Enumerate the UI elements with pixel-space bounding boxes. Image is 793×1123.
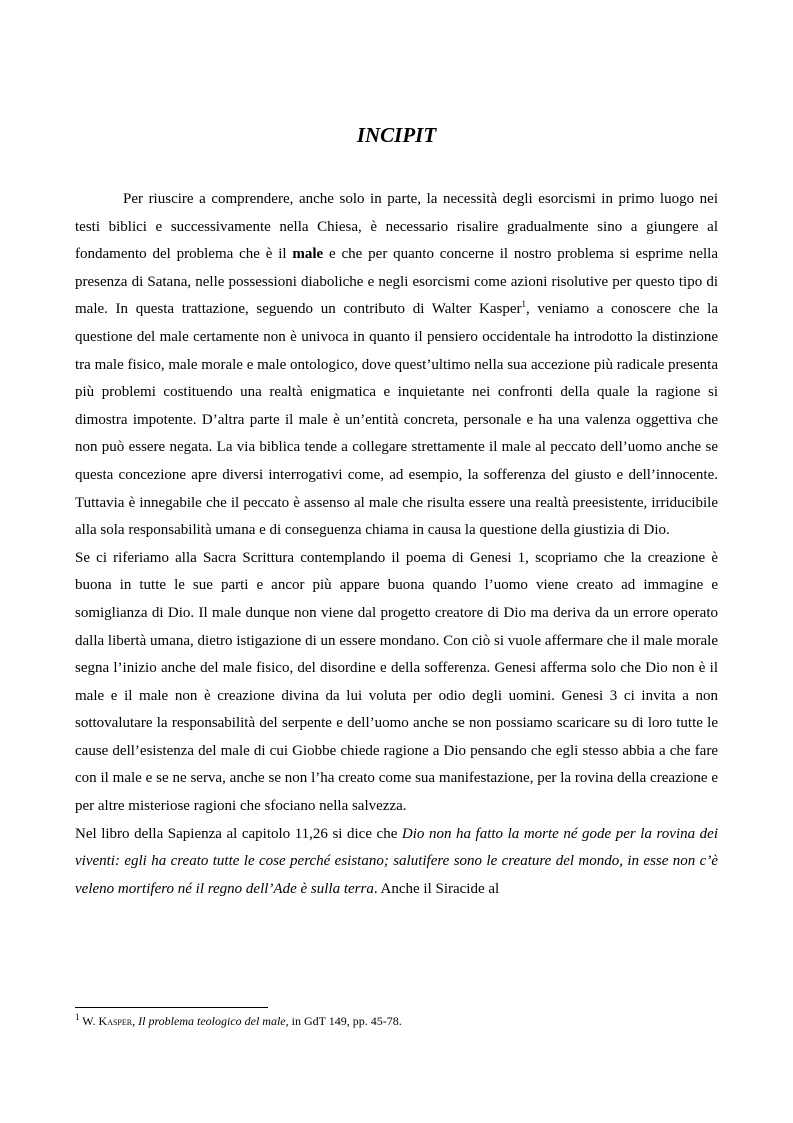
footnote-divider bbox=[75, 1007, 268, 1008]
quote-italic: Dio non ha fatto la morte né gode per la rovina dei viventi: egli ha creato tutte le cose perché esistano; salutifere sono le creature del mondo, in esse non c’è veleno mortifero né il regno dell’Ade è sulla terra bbox=[75, 825, 719, 897]
footnote-ref[interactable]: 1 bbox=[521, 299, 527, 310]
body-text bbox=[75, 186, 718, 903]
footnote-number: 1 bbox=[75, 1012, 80, 1022]
footnote: $^1$ W. Kasper, Il problema teologico del male, in GdT 149, pp. 45-78. bbox=[75, 1012, 402, 1028]
bold-term: male bbox=[292, 246, 324, 263]
paragraph-3: Nel libro della Sapienza al capitolo 11,26 si dice che Dio non ha fatto la morte né gode per la rovina dei viventi: egli ha creato tutte le cose perché esistano; salutifere sono le creature del mondo, in esse non c’è veleno mortifero né il regno dell’Ade è sulla terra. Anche il Siracide al bbox=[75, 825, 719, 897]
footnote-author: Kasper bbox=[98, 1014, 133, 1028]
footnote-title: Il problema teologico del male, bbox=[138, 1014, 289, 1028]
paragraph-1: Per riuscire a comprendere, anche solo in parte, la necessità degli esorcismi in primo luogo nei testi biblici e successivamente nella Chiesa, è necessario risalire gradualmente sino a giungere al fondamento del problema che è il male e che per quanto concerne il nostro problema si esprime nella presenza di Satana, nelle possessioni diaboliche e negli esorcismi come azioni risolutive per questo tipo di male. In questa trattazione, seguendo un contributo di Walter Kasper$^1$, veniamo a conoscere che la questione del male certamente non è univoca in quanto il pensiero occidentale ha introdotto la distinzione tra male fisico, male morale e male ontologico, dove quest’ultimo nella sua accezione più radicale presenta più problemi costituendo una realtà enigmatica e inquietante nei confronti della quale la ragione si dimostra impotente. D’altra parte il male è un’entità concreta, personale e ha una valenza oggettiva che non può essere negata. La via biblica tende a collegare strettamente il male al peccato dell’uomo anche se questa concezione apre diversi interrogativi come, ad esempio, la sofferenza del giusto e dell’innocente. Tuttavia è innegabile che il peccato è assenso al male che risulta essere una realtà preesistente, irriducibile alla sola responsabilità umana e di conseguenza chiama in causa la questione della giustizia di Dio. bbox=[75, 191, 718, 539]
paragraph-2: Se ci riferiamo alla Sacra Scrittura contemplando il poema di Genesi 1, scopriamo che la creazione è buona in tutte le sue parti e ancor più appare buona quando l’uomo viene creato ad immagine e somiglianza di Dio. Il male dunque non viene dal progetto creatore di Dio ma deriva da un errore operato dalla libertà umana, dietro istigazione di un essere mondano. Con ciò si vuole affermare che il male morale segna l’inizio anche del male fisico, del disordine e della sofferenza. Genesi afferma solo che Dio non è il male e il male non è creazione divina da lui voluta per odio degli uomini. Genesi 3 ci invita a non sottovalutare la responsabilità del serpente e dell’uomo anche se non possiamo scaricare su di loro tutte le cause dell’esistenza del male di cui Giobbe chiede ragione a Dio pensando che egli stesso abbia a che fare con il male e se ne serva, anche se non l’ha creato come sua manifestazione, per la rovina della creazione e per altre misteriose ragioni che sfociano nella salvezza. bbox=[75, 549, 718, 815]
page-title: INCIPIT bbox=[356, 123, 437, 147]
